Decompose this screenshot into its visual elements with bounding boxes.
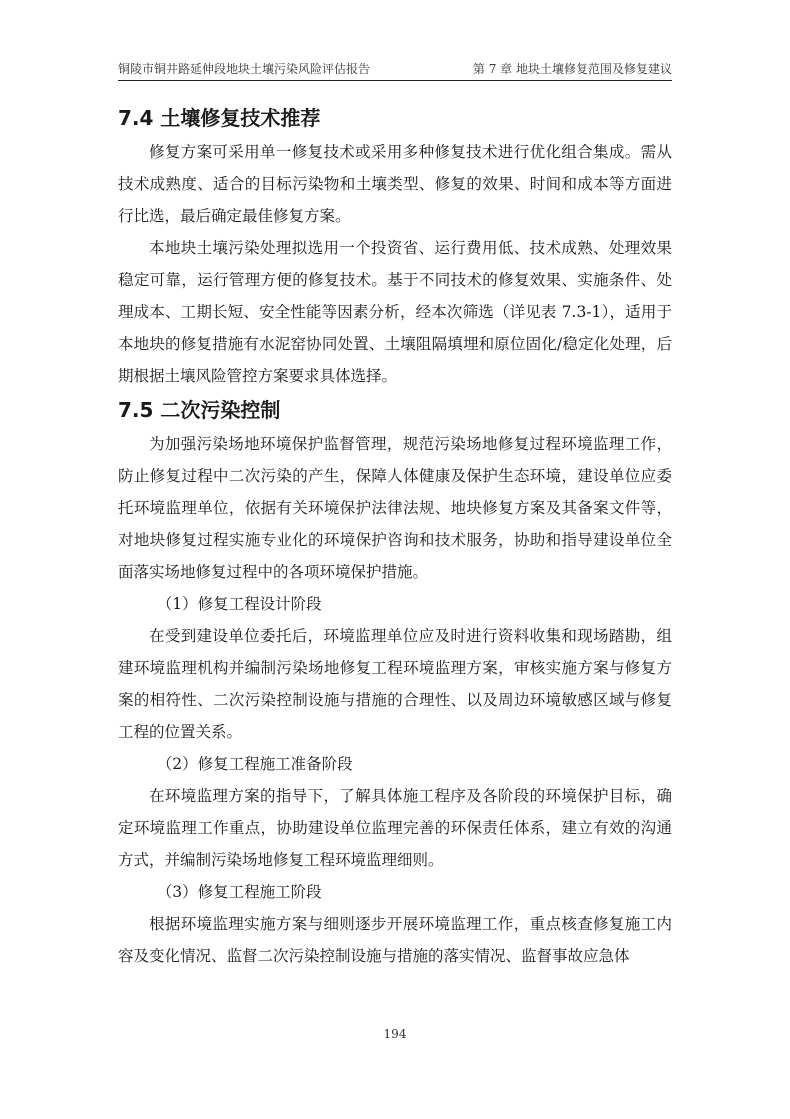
section-heading-7-4: 7.4 土壤修复技术推荐 xyxy=(118,106,321,130)
paragraph: 为加强污染场地环境保护监督管理，规范污染场地修复过程环境监理工作，防止修复过程中二次污染的产生，保障人体健康及保护生态环境，建设单位应委托环境监理单位，依据有关环境保护法律法规、地块修复方案及其备案文件等，对地块修复过程实施专业化的环境保护咨询和技术服务，协助和指导建设单位全面落实场地修复过程中的各项环境保护措施。 xyxy=(118,435,672,581)
page-body xyxy=(118,100,672,972)
header-chapter-title: 第 7 章 地块土壤修复范围及修复建议 xyxy=(472,62,672,76)
paragraph: 本地块土壤污染处理拟选用一个投资省、运行费用低、技术成熟、处理效果稳定可靠，运行管理方便的修复技术。基于不同技术的修复效果、实施条件、处理成本、工期长短、安全性能等因素分析，经本次筛选（详见表 7.3-1），适用于本地块的修复措施有水泥窑协同处置、土壤阻隔填埋和原位固化/稳定化处理，后期根据土壤风险管控方案要求具体选择。 xyxy=(118,239,672,385)
page-number: 194 xyxy=(383,1027,407,1041)
paragraph: 在受到建设单位委托后，环境监理单位应及时进行资料收集和现场踏勘，组建环境监理机构并编制污染场地修复工程环境监理方案，审核实施方案与修复方案的相符性、二次污染控制设施与措施的合理性、以及周边环境敏感区域与修复工程的位置关系。 xyxy=(118,627,672,741)
section-heading-7-5: 7.5 二次污染控制 xyxy=(118,398,281,422)
paragraph: 修复方案可采用单一修复技术或采用多种修复技术进行优化组合集成。需从技术成熟度、适合的目标污染物和土壤类型、修复的效果、时间和成本等方面进行比选，最后确定最佳修复方案。 xyxy=(118,143,672,225)
header-report-title: 铜陵市铜井路延伸段地块土壤污染风险评估报告 xyxy=(118,62,371,76)
paragraph: 根据环境监理实施方案与细则逐步开展环境监理工作，重点核查修复施工内容及变化情况、监督二次污染控制设施与措施的落实情况、监督事故应急体 xyxy=(118,915,672,965)
subheading-construction-stage: （3）修复工程施工阶段 xyxy=(156,883,322,901)
paragraph: 在环境监理方案的指导下，了解具体施工程序及各阶段的环境保护目标，确定环境监理工作重点，协助建设单位监理完善的环保责任体系，建立有效的沟通方式，并编制污染场地修复工程环境监理细则。 xyxy=(118,787,672,869)
subheading-design-stage: （1）修复工程设计阶段 xyxy=(156,595,322,613)
running-header xyxy=(118,58,672,81)
subheading-preparation-stage: （2）修复工程施工准备阶段 xyxy=(156,755,353,773)
